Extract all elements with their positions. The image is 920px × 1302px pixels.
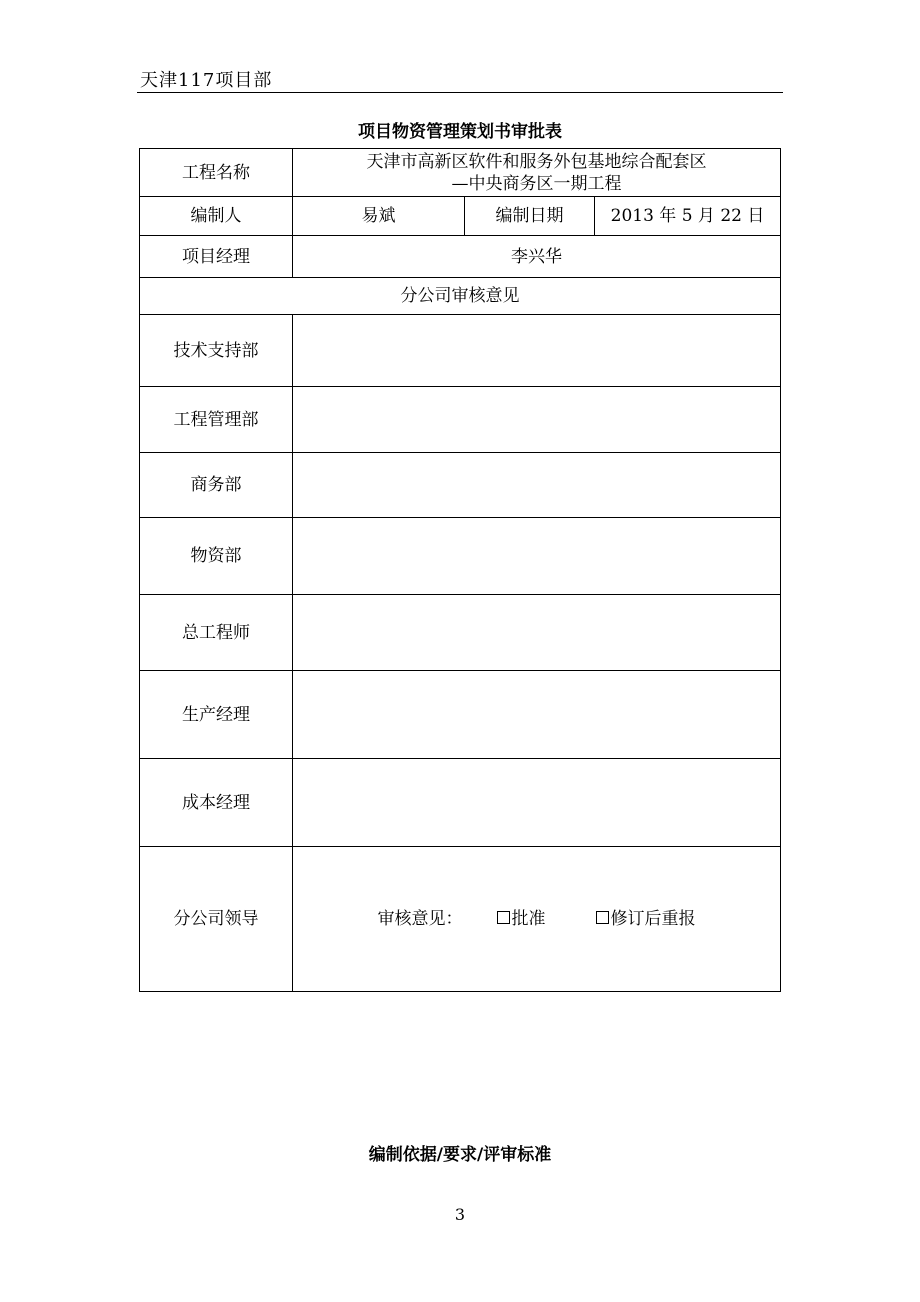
review-row xyxy=(140,759,781,847)
opinion-label: 审核意见： xyxy=(377,909,463,929)
review-row xyxy=(140,315,781,387)
review-row-label: 物资部 xyxy=(140,518,293,595)
project-manager-row xyxy=(140,236,781,278)
header-text: 天津117项目部 xyxy=(140,70,273,91)
branch-review-header: 分公司审核意见 xyxy=(140,278,781,315)
branch-review-header-row xyxy=(140,278,781,315)
project-name-value xyxy=(293,149,781,197)
review-row-opinion-field[interactable] xyxy=(293,759,781,847)
page-number: 3 xyxy=(454,1205,466,1224)
review-row-opinion-field[interactable] xyxy=(293,671,781,759)
review-row-opinion-field[interactable] xyxy=(293,518,781,595)
approve-checkbox[interactable] xyxy=(497,911,510,924)
review-row xyxy=(140,387,781,453)
review-row-label: 生产经理 xyxy=(140,671,293,759)
section-title: 编制依据/要求/评审标准 xyxy=(368,1145,552,1165)
prepare-date-value: 2013 年 5 月 22 日 xyxy=(595,197,781,236)
branch-leader-label: 分公司领导 xyxy=(140,847,293,992)
review-row-opinion-field[interactable] xyxy=(293,595,781,671)
review-row-label: 成本经理 xyxy=(140,759,293,847)
approval-table xyxy=(139,148,781,992)
branch-leader-row xyxy=(140,847,781,992)
review-row-label: 总工程师 xyxy=(140,595,293,671)
review-row-label: 技术支持部 xyxy=(140,315,293,387)
review-row xyxy=(140,671,781,759)
project-manager-label: 项目经理 xyxy=(140,236,293,278)
review-row-opinion-field[interactable] xyxy=(293,453,781,518)
preparer-label: 编制人 xyxy=(140,197,293,236)
review-row-label: 商务部 xyxy=(140,453,293,518)
review-row-label: 工程管理部 xyxy=(140,387,293,453)
project-manager-value: 李兴华 xyxy=(293,236,781,278)
review-row xyxy=(140,595,781,671)
revise-option-label: 修订后重报 xyxy=(610,909,696,929)
project-name-line-2: —中央商务区一期工程 xyxy=(451,173,622,194)
branch-leader-decision xyxy=(293,847,781,992)
prepare-date-label: 编制日期 xyxy=(465,197,595,236)
review-row xyxy=(140,518,781,595)
approve-option-label: 批准 xyxy=(511,909,546,929)
revise-checkbox[interactable] xyxy=(596,911,609,924)
preparer-value: 易斌 xyxy=(293,197,465,236)
review-row xyxy=(140,453,781,518)
header-divider xyxy=(137,92,783,93)
project-name-row xyxy=(140,149,781,197)
document-title: 项目物资管理策划书审批表 xyxy=(358,122,562,142)
review-row-opinion-field[interactable] xyxy=(293,387,781,453)
preparer-row xyxy=(140,197,781,236)
project-name-label: 工程名称 xyxy=(140,149,293,197)
review-row-opinion-field[interactable] xyxy=(293,315,781,387)
project-name-line-1: 天津市高新区软件和服务外包基地综合配套区 xyxy=(366,151,707,172)
